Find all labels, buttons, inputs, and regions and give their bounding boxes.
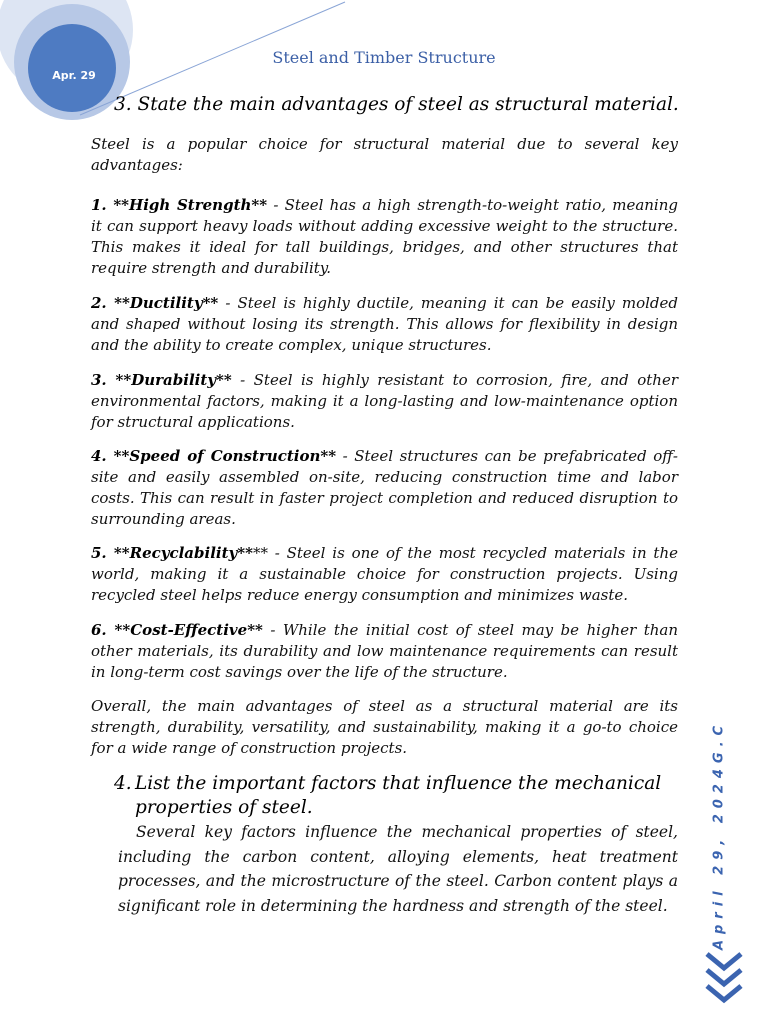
section-4-heading-text: List the important factors that influence the mechanical properties of steel. — [135, 773, 662, 818]
advantage-item — [91, 446, 678, 530]
advantage-text: - While the initial cost of steel may be higher than other materials, its durability and low maintenance requirements can result in long-term cost savings over the life of the structure. — [91, 621, 678, 681]
advantage-text: - Steel structures can be prefabricated off-site and easily assembled on-site, reducing construction time and labor costs. This can result in faster project completion and reduced disruption to surrounding areas. — [91, 447, 678, 528]
section-4-heading — [114, 772, 684, 820]
advantage-text: ** - Steel is one of the most recycled materials in the world, making it a sustainable choice for construction projects. Using recycled steel helps reduce energy consumption and minimizes waste. — [91, 544, 678, 604]
advantage-label: 6. **Cost-Effective** — [91, 621, 263, 639]
advantage-item — [91, 195, 678, 279]
advantage-label: 3. **Durability** — [91, 371, 232, 389]
overall-paragraph: Overall, the main advantages of steel as a structural material are its strength, durability, versatility, and sustainability, making it a go-to choice for a wide range of construction projects. — [91, 697, 678, 757]
advantage-label: 5. **Recyclability** — [91, 544, 253, 562]
advantage-item — [91, 620, 678, 683]
section-4-number: 4. — [114, 773, 132, 794]
section-3-heading: 3. State the main advantages of steel as structural material. — [114, 94, 679, 115]
advantage-text: - Steel is highly ductile, meaning it can be easily molded and shaped without losing its strength. This allows for flexibility in design and the ability to create complex, unique structures. — [91, 294, 678, 354]
advantage-item — [91, 543, 678, 606]
advantage-label: 2. **Ductility** — [91, 294, 219, 312]
advantage-label: 1. **High Strength** — [91, 196, 268, 214]
advantage-text: - Steel is highly resistant to corrosion, fire, and other environmental factors, making it a long-lasting and low-maintenance option for structural applications. — [91, 371, 678, 431]
sidebar-date-text: April 29, 2024G.C — [711, 719, 727, 951]
advantage-label: 4. **Speed of Construction** — [91, 447, 337, 465]
advantage-text: - Steel has a high strength-to-weight ratio, meaning it can support heavy loads without adding excessive weight to the structure. This makes it ideal for tall buildings, bridges, and other structures that require strength and durability. — [91, 196, 678, 277]
header-title: Steel and Timber Structure — [272, 48, 496, 67]
triple-chevron-down-icon — [703, 948, 745, 1004]
intro-paragraph: Steel is a popular choice for structural material due to several key advantages: — [91, 135, 678, 174]
advantage-item — [91, 370, 678, 433]
sidebar-date — [709, 719, 729, 951]
advantage-item — [91, 293, 678, 356]
date-badge: Apr. 29 — [52, 68, 96, 82]
factors-paragraph: Several key factors influence the mechanical properties of steel, including the carbon content, alloying elements, heat treatment processes, and the microstructure of the steel. Carbon content plays a significant role in determining the hardness and strength of the steel. — [118, 823, 678, 915]
